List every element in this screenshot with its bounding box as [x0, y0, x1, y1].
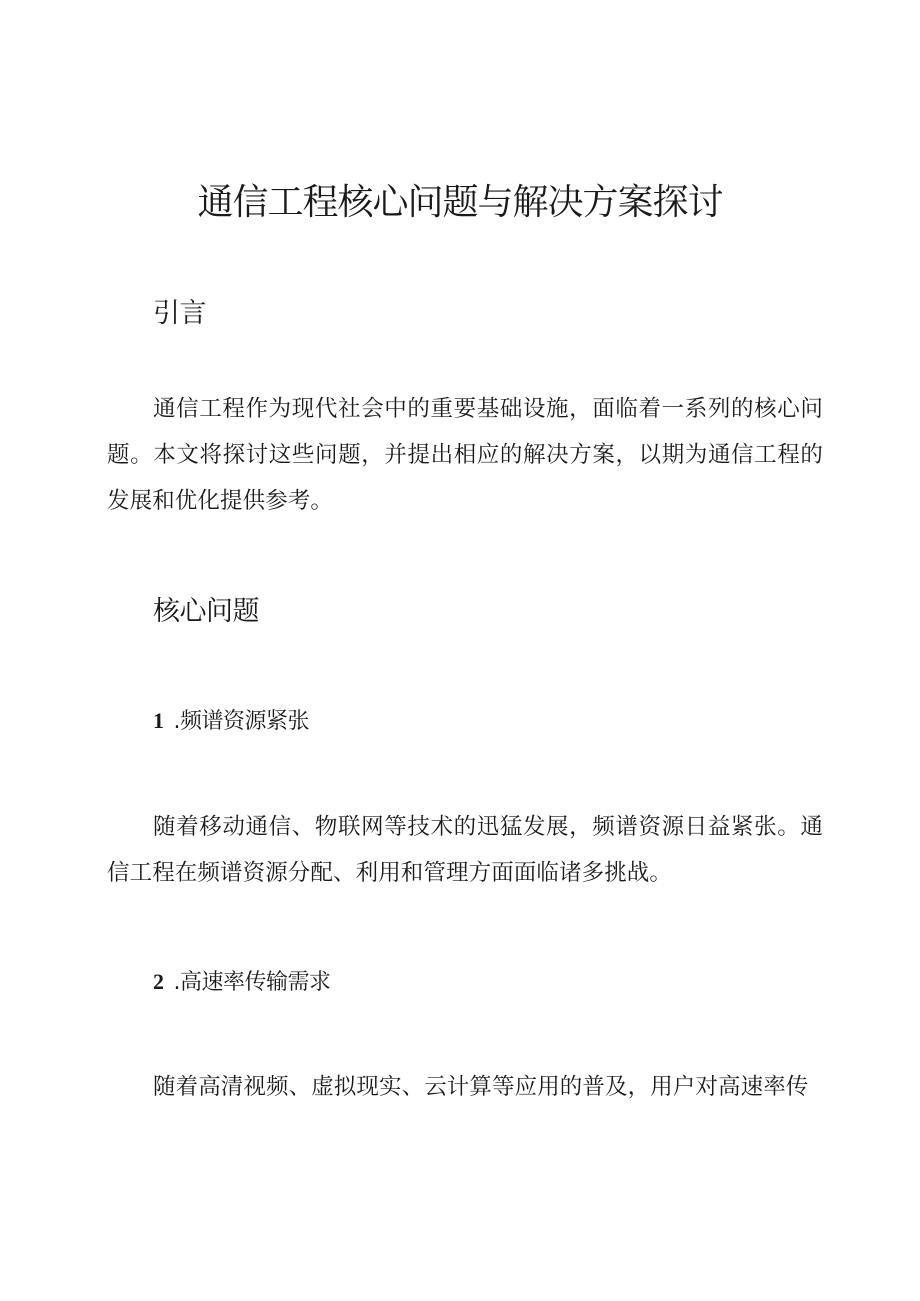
subsection-number-1: 1 — [153, 708, 164, 733]
subsection-paragraph-1: 随着移动通信、物联网等技术的迅猛发展，频谱资源日益紧张。通信工程在频谱资源分配、利用和管理方面面临诸多挑战。 — [107, 814, 823, 886]
subsection-label-1: .频谱资源紧张 — [173, 709, 309, 734]
document-title: 通信工程核心问题与解决方案探讨 — [197, 182, 723, 223]
subsection-number-2: 2 — [153, 969, 164, 994]
section-heading-core-issues-label: 核心问题 — [153, 596, 259, 627]
section-heading-intro: 引言 — [153, 298, 206, 329]
subsection-heading-1 — [153, 706, 309, 737]
intro-paragraph: 通信工程作为现代社会中的重要基础设施，面临着一系列的核心问题。本文将探讨这些问题，并提出相应的解决方案，以期为通信工程的发展和优化提供参考。 — [107, 396, 823, 514]
section-heading-core-issues — [153, 594, 259, 630]
subsection-heading-2 — [153, 967, 331, 998]
subsection-paragraph-2: 随着高清视频、虚拟现实、云计算等应用的普及，用户对高速率传 — [153, 1074, 809, 1100]
subsection-label-2: .高速率传输需求 — [173, 970, 331, 995]
